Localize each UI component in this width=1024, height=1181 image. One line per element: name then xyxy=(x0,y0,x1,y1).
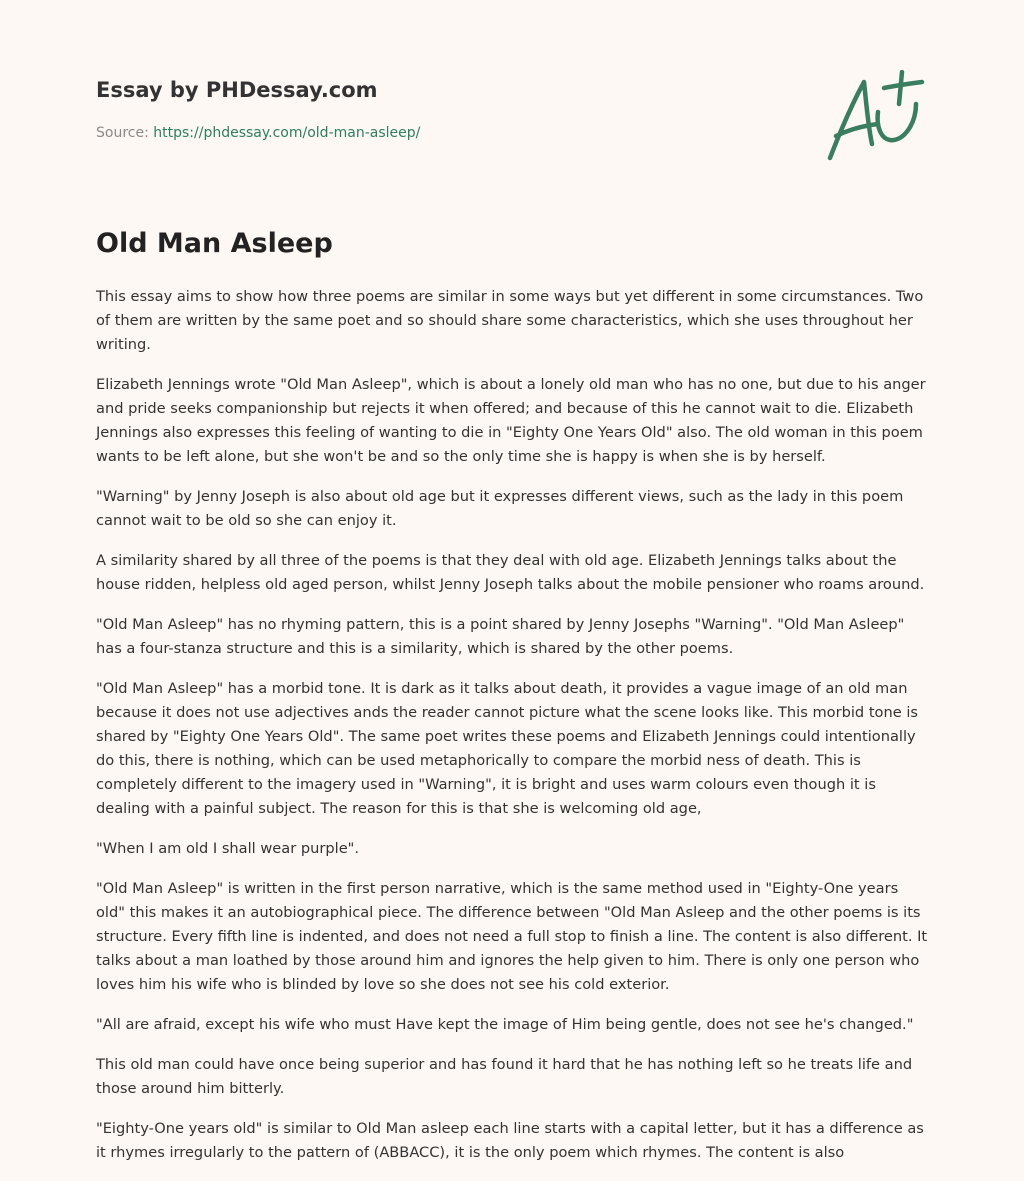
paragraph: A similarity shared by all three of the poems is that they deal with old age. Elizabeth Jennings talks about the house ridden, helpless old aged person, whilst Jenny Joseph talks about the mobile pensioner who roams around. xyxy=(96,552,925,593)
paragraph: This old man could have once being superior and has found it hard that he has nothing left so he treats life and those around him bitterly. xyxy=(96,1056,913,1097)
paragraph: Elizabeth Jennings wrote "Old Man Asleep", which is about a lonely old man who has no one, but due to his anger and pride seeks companionship but rejects it when offered; and because of this he cannot wait to die. Elizabeth Jennings also expresses this feeling of wanting to die in "Eighty One Years Old" also. The old woman in this poem wants to be left alone, but she won't be and so the only time she is happy is when she is by herself. xyxy=(96,376,926,465)
article-title: Old Man Asleep xyxy=(96,228,333,259)
paragraph: "When I am old I shall wear purple". xyxy=(96,840,360,857)
article-body xyxy=(96,285,928,1181)
site-title: Essay by PHDessay.com xyxy=(96,78,378,102)
a-plus-icon xyxy=(822,70,926,164)
paragraph: "Old Man Asleep" is written in the first person narrative, which is the same method used in "Eighty-One years old" this makes it an autobiographical piece. The difference between "Old Man Asleep and the other poems is its structure. Every fifth line is indented, and does not need a full stop to finish a line. The content is also different. It talks about a man loathed by those around him and ignores the help given to him. There is only one person who loves him his wife who is blinded by love so she does not see his cold exterior. xyxy=(96,880,928,993)
paragraph: "Old Man Asleep" has a morbid tone. It is dark as it talks about death, it provides a vague image of an old man because it does not use adjectives ands the reader cannot picture what the scene looks like. This morbid tone is shared by "Eighty One Years Old". The same poet writes these poems and Elizabeth Jennings could intentionally do this, there is nothing, which can be used metaphorically to compare the morbid ness of death. This is completely different to the imagery used in "Warning", it is bright and uses warm colours even though it is dealing with a painful subject. The reason for this is that she is welcoming old age, xyxy=(96,680,919,817)
source-label: Source: xyxy=(96,125,149,141)
paragraph: This essay aims to show how three poems are similar in some ways but yet different in some circumstances. Two of them are written by the same poet and so should share some characteristics, which she uses throughout her writing. xyxy=(96,288,924,353)
paragraph: "Eighty-One years old" is similar to Old Man asleep each line starts with a capital letter, but it has a difference as it rhymes irregularly to the pattern of (ABBACC), it is the only poem which rhymes. The content is also xyxy=(96,1120,924,1161)
source-line xyxy=(96,124,796,142)
page-header xyxy=(96,76,796,142)
source-link[interactable]: https://phdessay.com/old-man-asleep/ xyxy=(153,125,421,141)
paragraph: "Warning" by Jenny Joseph is also about old age but it expresses different views, such as the lady in this poem cannot wait to be old so she can enjoy it. xyxy=(96,488,904,529)
paragraph: "All are afraid, except his wife who must Have kept the image of Him being gentle, does not see he's changed." xyxy=(96,1016,914,1033)
paragraph: "Old Man Asleep" has no rhyming pattern, this is a point shared by Jenny Josephs "Warning". "Old Man Asleep" has a four-stanza structure and this is a similarity, which is shared by the other poems. xyxy=(96,616,905,657)
